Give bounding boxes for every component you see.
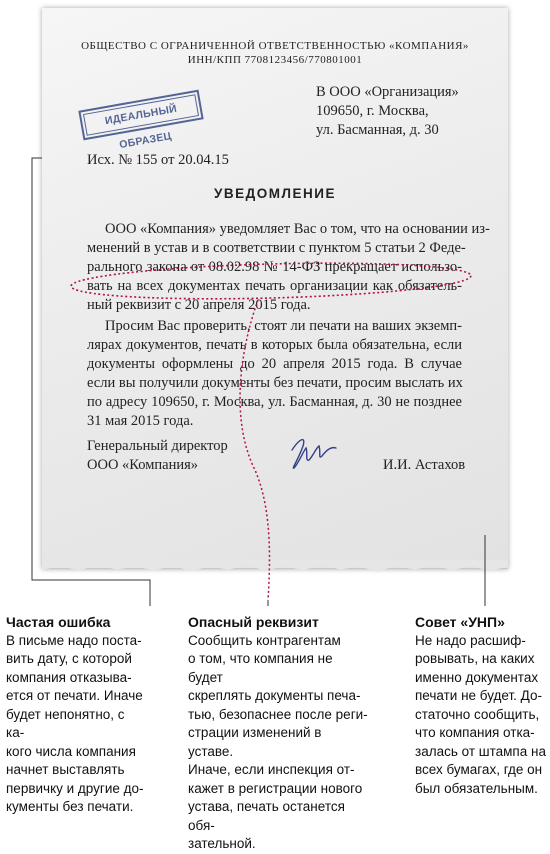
body-line: ный реквизит с 20 апреля 2015 года. <box>87 297 311 313</box>
annotation-heading: Опасный реквизит <box>188 614 319 630</box>
body-line: если вы получили документы без печати, просим выслать их <box>87 375 463 391</box>
signatory-name: И.И. Астахов <box>383 457 466 473</box>
letterhead-tax-ids: ИНН/КПП 7708123456/770801001 <box>187 54 363 66</box>
outgoing-reference: Исх. № 155 от 20.04.15 <box>87 152 229 168</box>
recipient-line-1: В ООО «Организация» <box>316 84 459 100</box>
recipient-line-2: 109650, г. Москва, <box>316 103 429 119</box>
body-line: Просим Вас проверить, стоят ли печати на ваших экземп- <box>105 318 462 334</box>
body-line: ООО «Компания» уведомляет Вас о том, что на основании из- <box>105 221 490 237</box>
annotation-text: Сообщить контрагентам о том, что компания не будет скреплять документы печа- тью, безопаснее после реги- страции изменений в уставе. Иначе, если инспекция от- кажет в регистрации нового устава, печать останется обя- зательной. <box>188 632 368 851</box>
annotation-heading: Частая ошибка <box>6 614 111 630</box>
body-line: по адресу 109650, г. Москва, ул. Басманная, д. 30 не позднее <box>87 394 462 410</box>
body-line: рального закона от 08.02.98 № 14-ФЗ прекращает использо- <box>87 259 462 275</box>
body-line: документы оформлены до 20 апреля 2015 года. В случае <box>87 356 462 372</box>
annotation-common-mistake <box>6 613 146 817</box>
document-title: УВЕДОМЛЕНИЕ <box>214 186 336 201</box>
signatory-company: ООО «Компания» <box>87 457 199 473</box>
sample-stamp-text: ИДЕАЛЬНЫЙ ОБРАЗЕЦ <box>104 102 178 152</box>
body-line: 31 мая 2015 года. <box>87 413 194 429</box>
letterhead-company-name: ОБЩЕСТВО С ОГРАНИЧЕННОЙ ОТВЕТСТВЕННОСТЬЮ «КОМПАНИЯ» <box>81 40 469 52</box>
annotation-text: В письме надо поста- вить дату, с которой компания отказыва- ется от печати. Иначе будет непонятно, с ка- кого числа компания начнет выставлять первичку и другие до- кументы без печати. <box>6 632 144 814</box>
annotation-heading: Совет «УНП» <box>415 614 505 630</box>
body-line: вать на всех документах печать организации как обязатель- <box>87 278 462 294</box>
recipient-line-3: ул. Басманная, д. 30 <box>316 122 439 138</box>
body-line: лярах документов, печать в которых была обязательна, если <box>87 337 462 353</box>
annotation-text: Не надо расшиф- ровывать, на каких именно документах печати не будет. До- статочно сообщить, что компания отка- залась от штампа на всех бумагах, где он был обязательным. <box>415 632 546 796</box>
body-line: менений в устав и в соответствии с пунктом 5 статьи 2 Феде- <box>87 240 466 256</box>
annotation-dangerous-requisite <box>188 613 368 854</box>
signatory-position: Генеральный директор <box>87 438 228 454</box>
annotation-unp-advice <box>415 613 550 798</box>
